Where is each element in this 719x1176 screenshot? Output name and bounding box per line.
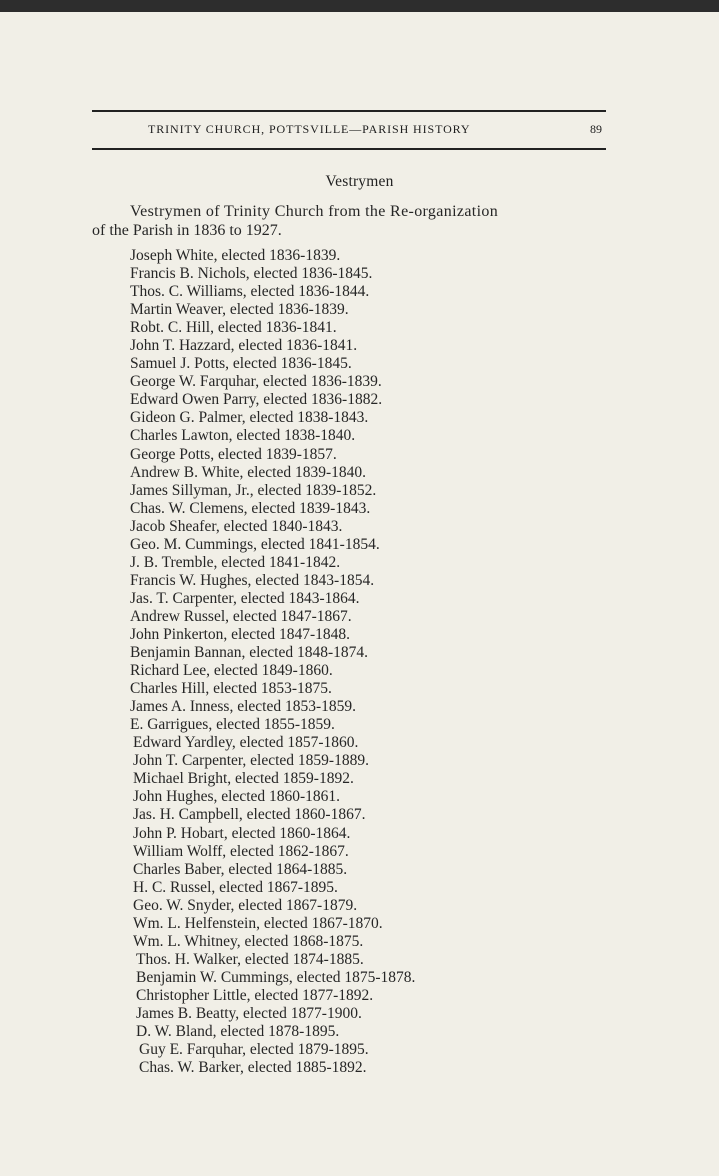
vestryman-entry: Jacob Sheafer, elected 1840-1843. [130,517,343,535]
vestryman-entry: Robt. C. Hill, elected 1836-1841. [130,319,337,337]
scan-top-edge [0,0,719,12]
vestryman-entry: Thos. C. Williams, elected 1836-1844. [130,283,370,301]
vestryman-entry: Jas. H. Campbell, elected 1860-1867. [133,806,366,824]
vestryman-entry: Charles Lawton, elected 1838-1840. [130,427,356,445]
vestryman-entry: Geo. M. Cummings, elected 1841-1854. [130,535,380,553]
intro-paragraph [92,202,612,240]
vestrymen-list [130,247,415,1077]
header-rule-bottom [92,148,606,150]
vestryman-entry: Benjamin W. Cummings, elected 1875-1878. [136,968,416,986]
vestryman-entry: H. C. Russel, elected 1867-1895. [133,878,338,896]
vestryman-entry: Benjamin Bannan, elected 1848-1874. [130,644,369,662]
vestryman-entry: Andrew B. White, elected 1839-1840. [130,463,367,481]
vestryman-entry: Chas. W. Clemens, elected 1839-1843. [130,499,371,517]
vestryman-entry: J. B. Tremble, elected 1841-1842. [130,553,341,571]
vestryman-entry: John P. Hobart, elected 1860-1864. [133,824,351,842]
vestryman-entry: Michael Bright, elected 1859-1892. [133,770,354,788]
intro-line-2: of the Parish in 1836 to 1927. [92,222,282,239]
vestryman-entry: Joseph White, elected 1836-1839. [130,247,341,264]
vestryman-entry: Guy E. Farquhar, elected 1879-1895. [139,1041,369,1059]
vestryman-entry: Charles Baber, elected 1864-1885. [133,860,348,878]
section-title: Vestrymen [325,173,394,190]
vestryman-entry: George Potts, elected 1839-1857. [130,445,337,463]
vestryman-entry: E. Garrigues, elected 1855-1859. [130,716,335,734]
header-rule-top [92,110,606,112]
running-title: TRINITY CHURCH, POTTSVILLE—PARISH HISTORY [148,122,471,136]
vestryman-entry: George W. Farquhar, elected 1836-1839. [130,373,382,391]
vestryman-entry: James B. Beatty, elected 1877-1900. [136,1004,362,1022]
vestryman-entry: James A. Inness, elected 1853-1859. [130,698,356,716]
vestryman-entry: Edward Yardley, elected 1857-1860. [133,734,359,752]
vestryman-entry: William Wolff, elected 1862-1867. [133,842,349,860]
page-number: 89 [590,122,602,136]
vestryman-entry: Christopher Little, elected 1877-1892. [136,986,374,1004]
vestryman-entry: James Sillyman, Jr., elected 1839-1852. [130,481,377,499]
vestryman-entry: D. W. Bland, elected 1878-1895. [136,1023,340,1041]
vestryman-entry: Jas. T. Carpenter, elected 1843-1864. [130,589,360,607]
vestryman-entry: John T. Hazzard, elected 1836-1841. [130,337,358,355]
vestryman-entry: John Hughes, elected 1860-1861. [133,788,341,806]
vestryman-entry: Andrew Russel, elected 1847-1867. [130,607,352,625]
vestryman-entry: Charles Hill, elected 1853-1875. [130,680,332,698]
vestryman-entry: John Pinkerton, elected 1847-1848. [130,625,350,643]
vestryman-entry: Wm. L. Helfenstein, elected 1867-1870. [133,914,383,932]
intro-line-1: Vestrymen of Trinity Church from the Re-organization [130,203,499,220]
vestryman-entry: Richard Lee, elected 1849-1860. [130,662,333,680]
vestryman-entry: Edward Owen Parry, elected 1836-1882. [130,391,383,409]
vestryman-entry: Francis B. Nichols, elected 1836-1845. [130,265,373,283]
vestryman-entry: Chas. W. Barker, elected 1885-1892. [139,1059,367,1077]
vestryman-entry: Geo. W. Snyder, elected 1867-1879. [133,896,358,914]
vestryman-entry: Martin Weaver, elected 1836-1839. [130,301,349,319]
document-page [0,12,719,1176]
vestryman-entry: Wm. L. Whitney, elected 1868-1875. [133,932,364,950]
vestryman-entry: Francis W. Hughes, elected 1843-1854. [130,571,375,589]
vestryman-entry: John T. Carpenter, elected 1859-1889. [133,752,369,770]
vestryman-entry: Samuel J. Potts, elected 1836-1845. [130,355,352,373]
vestryman-entry: Thos. H. Walker, elected 1874-1885. [136,950,364,968]
vestryman-entry: Gideon G. Palmer, elected 1838-1843. [130,409,369,427]
